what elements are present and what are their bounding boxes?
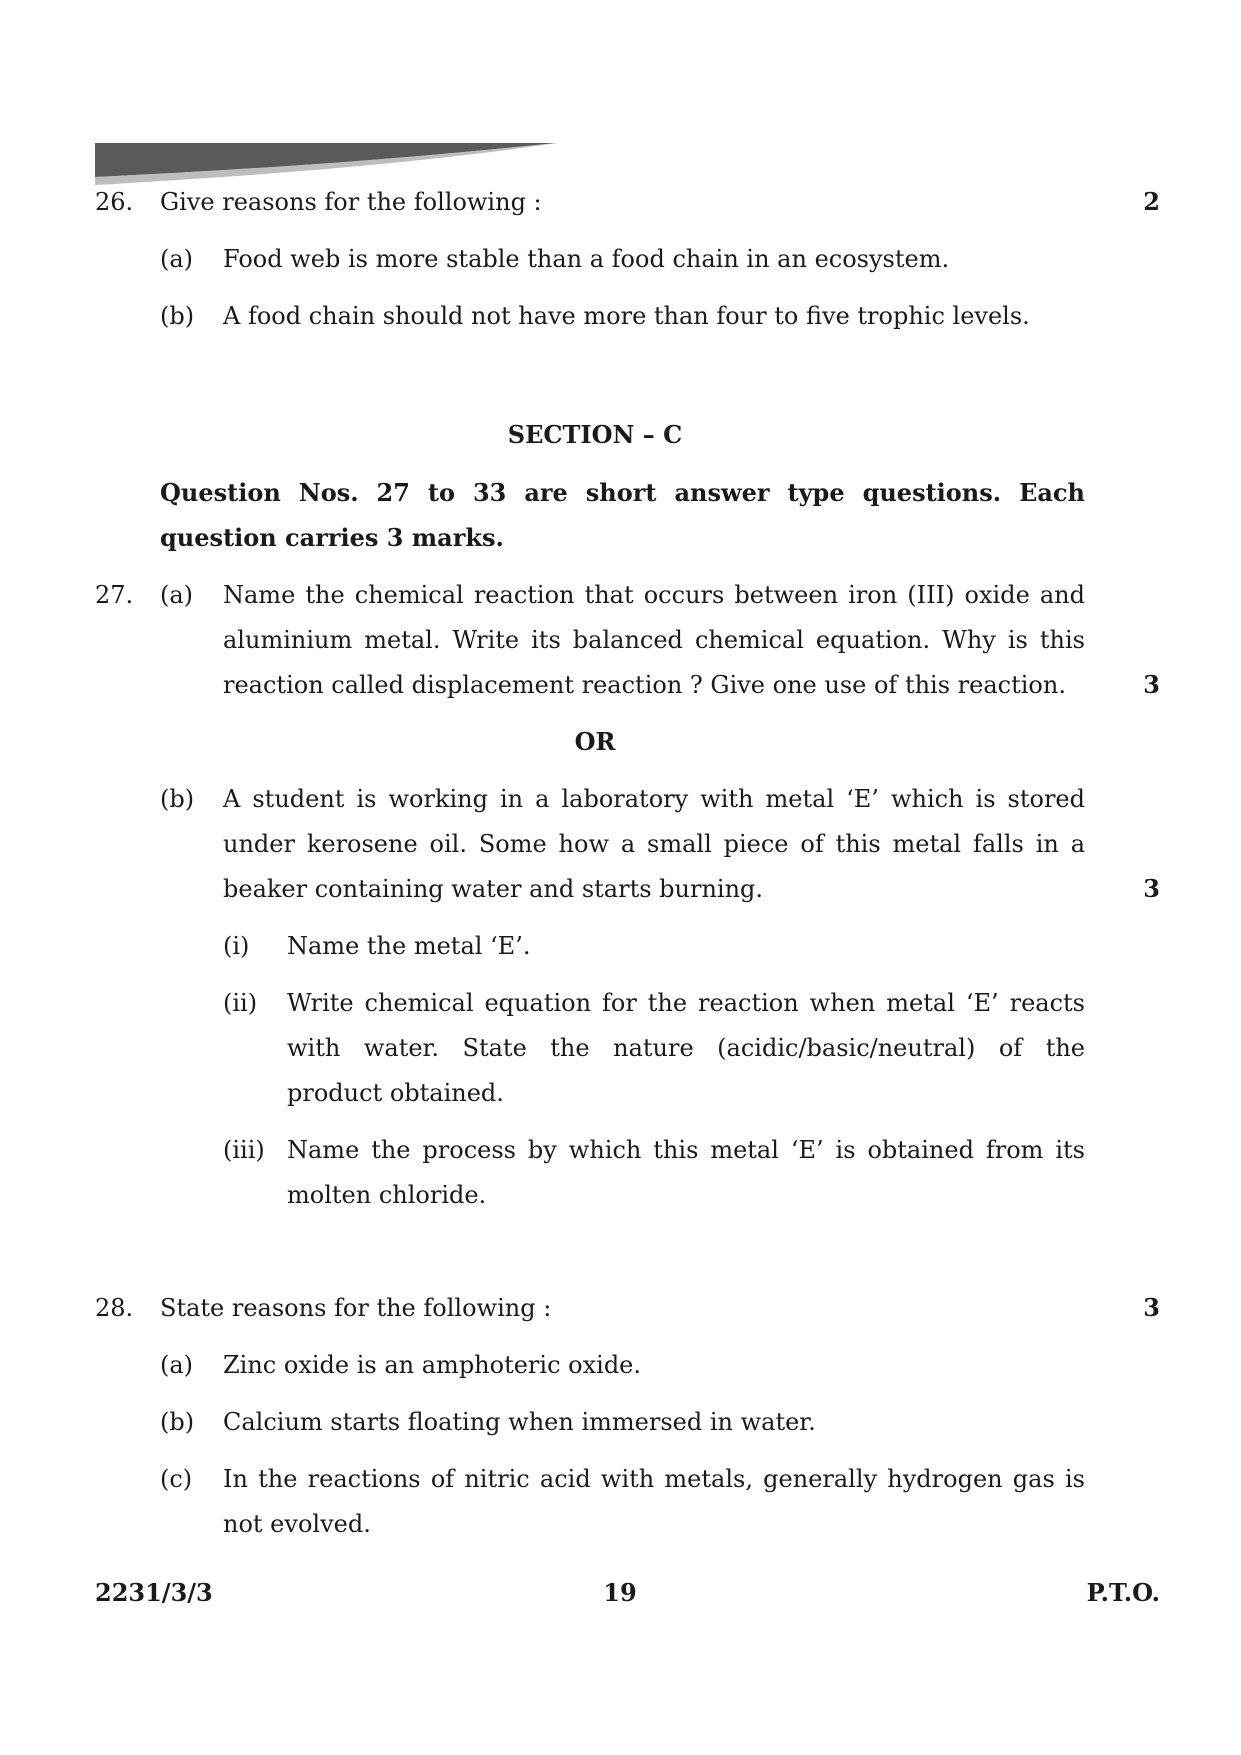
q26-part-b-text: A food chain should not have more than four to five trophic levels. (223, 302, 1030, 330)
section-instruction-line-1: Question Nos. 27 to 33 are short answer type questions. Each (160, 478, 1085, 507)
q28-part-a-text: Zinc oxide is an amphoteric oxide. (223, 1351, 642, 1379)
header-decorative-bar (95, 143, 557, 185)
q27-a-line-3: reaction called displacement reaction ? Give one use of this reaction. (223, 671, 1066, 699)
section-instruction-line-2: question carries 3 marks. (160, 523, 504, 552)
q27-a-line-2: aluminium metal. Write its balanced chemical equation. Why is this (223, 626, 1085, 654)
q27-b-iii-label: (iii) (223, 1136, 265, 1164)
q27-a-label: (a) (160, 581, 194, 609)
footer-pto: P.T.O. (1086, 1578, 1160, 1607)
q27-number: 27. (95, 581, 134, 609)
q28-part-c-label: (c) (160, 1465, 193, 1493)
q27-b-ii-label: (ii) (223, 989, 258, 1017)
q26-part-b-label: (b) (160, 302, 195, 330)
q27-b-ii-line-1: Write chemical equation for the reaction when metal ‘E’ reacts (287, 989, 1085, 1017)
q27-b-ii-line-2: with water. State the nature (acidic/basic/neutral) of the (287, 1034, 1085, 1062)
q28-part-b-label: (b) (160, 1408, 195, 1436)
q27-b-label: (b) (160, 785, 195, 813)
q26-part-a-label: (a) (160, 245, 194, 273)
q28-number: 28. (95, 1294, 134, 1322)
q27-b-iii-line-2: molten chloride. (287, 1181, 487, 1209)
q26-marks: 2 (1143, 187, 1160, 216)
q27-b-iii-line-1: Name the process by which this metal ‘E’ is obtained from its (287, 1136, 1085, 1164)
q28-part-c-line-1: In the reactions of nitric acid with metals, generally hydrogen gas is (223, 1465, 1085, 1493)
q28-part-b-text: Calcium starts floating when immersed in water. (223, 1408, 816, 1436)
q27-b-line-2: under kerosene oil. Some how a small piece of this metal falls in a (223, 830, 1085, 858)
or-divider: OR (574, 727, 616, 756)
q27-b-line-3: beaker containing water and starts burning. (223, 875, 764, 903)
q27-a-line-1: Name the chemical reaction that occurs between iron (III) oxide and (223, 581, 1085, 609)
q27-b-ii-line-3: product obtained. (287, 1079, 504, 1107)
q27-b-i-line-1: Name the metal ‘E’. (287, 932, 531, 960)
q27-a-marks: 3 (1143, 670, 1160, 699)
q27-b-i-label: (i) (223, 932, 250, 960)
q27-b-marks: 3 (1143, 874, 1160, 903)
footer-page-number: 19 (603, 1578, 637, 1607)
q28-part-c-line-2: not evolved. (223, 1510, 371, 1538)
q26-stem: Give reasons for the following : (160, 188, 542, 216)
section-title: SECTION – C (507, 420, 683, 449)
q28-marks: 3 (1143, 1293, 1160, 1322)
q26-part-a-text: Food web is more stable than a food chain in an ecosystem. (223, 245, 950, 273)
q26-number: 26. (95, 188, 134, 216)
q28-part-a-label: (a) (160, 1351, 194, 1379)
footer-paper-code: 2231/3/3 (95, 1578, 213, 1607)
q27-b-line-1: A student is working in a laboratory with metal ‘E’ which is stored (223, 785, 1085, 813)
q28-stem: State reasons for the following : (160, 1294, 552, 1322)
